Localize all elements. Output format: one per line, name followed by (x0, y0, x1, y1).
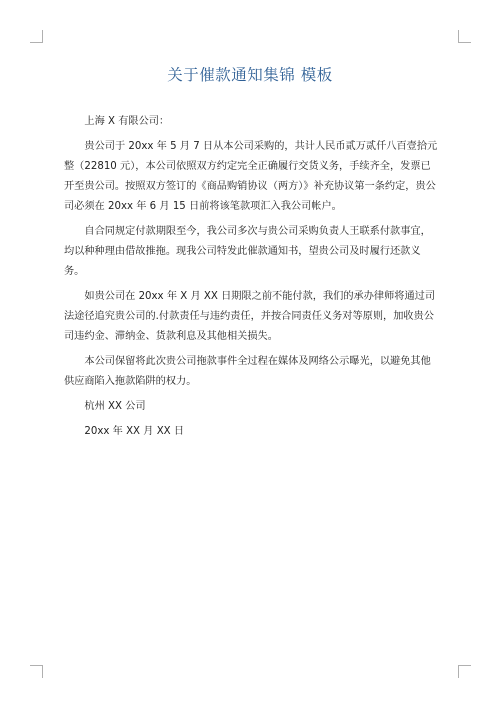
paragraph-3: 如贵公司在 20xx 年 X 月 XX 日期限之前不能付款，我们的承办律师将通过司法途径追究贵公司的.付款责任与违约责任，并按合同责任义务对等原则，加收贵公司违约金、滞纳金、货款利息及其他相关损失。 (64, 291, 436, 342)
paragraph-1: 贵公司于 20xx 年 5 月 7 日从本公司采购的，共计人民币贰万贰仟八百壹拾元整（22810 元），本公司依照双方约定完全正确履行交货义务，手续齐全，发票已开至贵公司。按照双方签订的《商品购销协议（两方）》补充协议第一条约定，贵公司必须在 20xx 年 6 月 15 日前将该笔款项汇入我公司帐户。 (64, 141, 438, 212)
crop-mark-bottom-right (458, 665, 471, 678)
crop-mark-top-right (458, 30, 471, 43)
paragraph-4: 本公司保留将此次贵公司拖款事件全过程在媒体及网络公示曝光，以避免其他供应商陷入拖款陷阱的权力。 (64, 356, 431, 387)
crop-mark-bottom-left (30, 665, 43, 678)
salutation: 上海 X 有限公司： (84, 116, 170, 127)
paragraph-2: 自合同规定付款期限至今，我公司多次与贵公司采购负责人王联系付款事宜，均以种种理由借故推拖。现我公司特发此催款通知书，望贵公司及时履行还款义务。 (64, 226, 431, 277)
signature-date: 20xx 年 XX 月 XX 日 (84, 426, 185, 437)
signature-company: 杭州 XX 公司 (84, 401, 146, 412)
crop-mark-top-left (30, 30, 43, 43)
document-body (64, 112, 438, 447)
document-title: 关于催款通知集锦 模板 (167, 66, 333, 84)
